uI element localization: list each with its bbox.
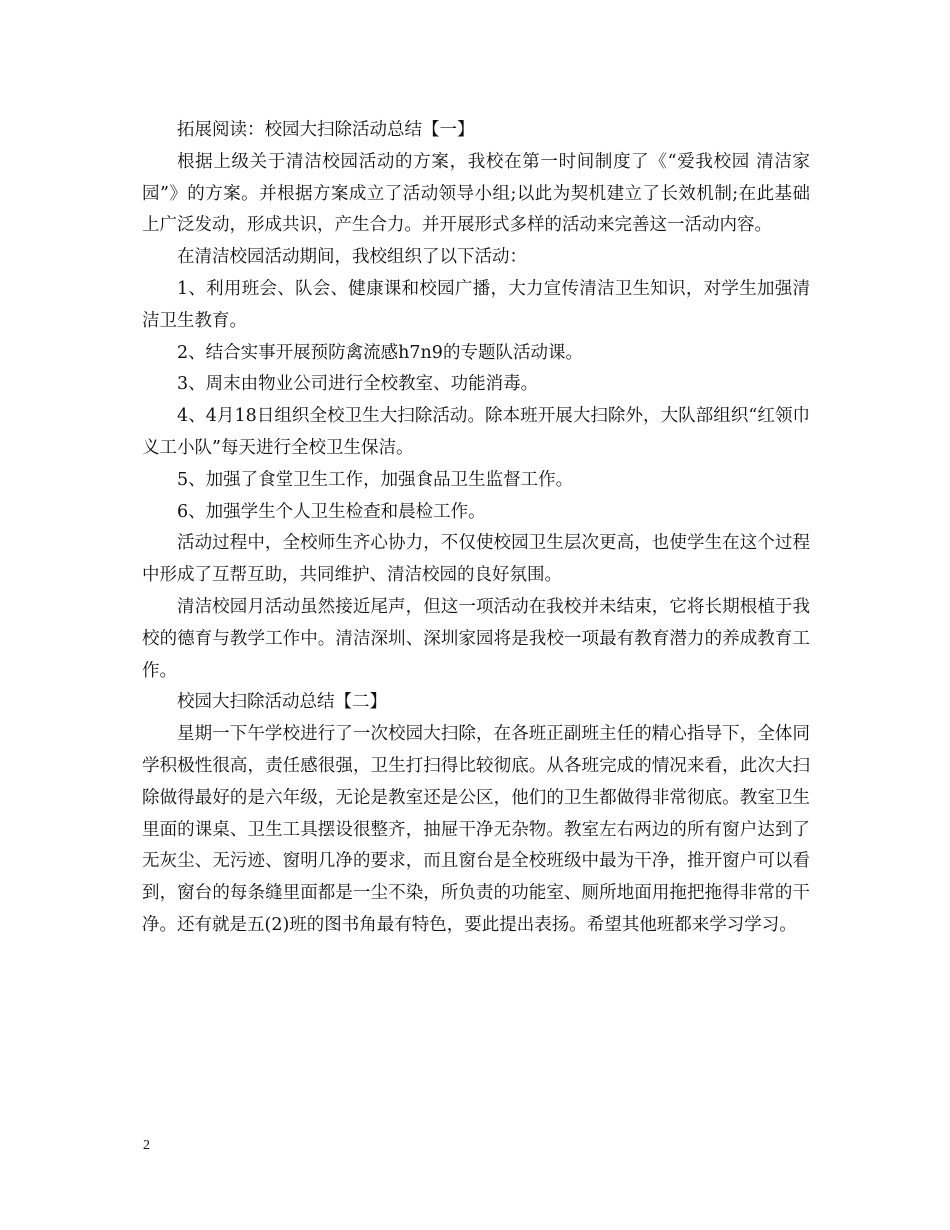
paragraph: 活动过程中，全校师生齐心协力，不仅使校园卫生层次更高，也使学生在这个过程中形成了互帮互助，共同维护、清洁校园的良好氛围。 [142, 533, 810, 586]
list-item: 1、利用班会、队会、健康课和校园广播，大力宣传清洁卫生知识，对学生加强清洁卫生教育。 [142, 278, 810, 331]
list-item: 3、周末由物业公司进行全校教室、功能消毒。 [177, 374, 539, 395]
paragraph: 星期一下午学校进行了一次校园大扫除，在各班正副班主任的精心指导下，全体同学积极性很高，责任感很强，卫生打扫得比较彻底。从各班完成的情况来看，此次大扫除做得最好的是六年级，无论是教室还是公区，他们的卫生都做得非常彻底。教室卫生里面的课桌、卫生工具摆设很整齐，抽屉干净无杂物。教室左右两边的所有窗户达到了无灰尘、无污迹、窗明几净的要求，而且窗台是全校班级中最为干净，推开窗户可以看到，窗台的每条缝里面都是一尘不染，所负责的功能室、厕所地面用拖把拖得非常的干净。还有就是五(2)班的图书角最有特色，要此提出表扬。希望其他班都来学习学习。 [142, 724, 810, 935]
list-item: 4、4月18日组织全校卫生大扫除活动。除本班开展大扫除外，大队部组织“红领巾义工小队”每天进行全校卫生保洁。 [142, 406, 810, 458]
paragraph: 根据上级关于清洁校园活动的方案，我校在第一时间制度了《“爱我校园 清洁家园”》的方案。并根据方案成立了活动领导小组;以此为契机建立了长效机制;在此基础上广泛发动，形成共识，产生合力。并开展形式多样的活动来完善这一活动内容。 [142, 151, 810, 236]
paragraph: 在清洁校园活动期间，我校组织了以下活动： [177, 247, 527, 268]
section-heading-1: 拓展阅读：校园大扫除活动总结【一】 [177, 120, 475, 140]
list-item: 5、加强了食堂卫生工作，加强食品卫生监督工作。 [177, 469, 574, 490]
list-item: 2、结合实事开展预防禽流感h7n9的专题队活动课。 [177, 342, 583, 363]
document-body [142, 115, 810, 942]
list-item: 6、加强学生个人卫生检查和晨检工作。 [177, 501, 486, 522]
page-number: 2 [143, 1138, 150, 1153]
section-heading-2: 校园大扫除活动总结【二】 [177, 692, 387, 713]
paragraph: 清洁校园月活动虽然接近尾声，但这一项活动在我校并未结束，它将长期根植于我校的德育与教学工作中。清洁深圳、深圳家园将是我校一项最有教育潜力的养成教育工作。 [142, 596, 810, 681]
